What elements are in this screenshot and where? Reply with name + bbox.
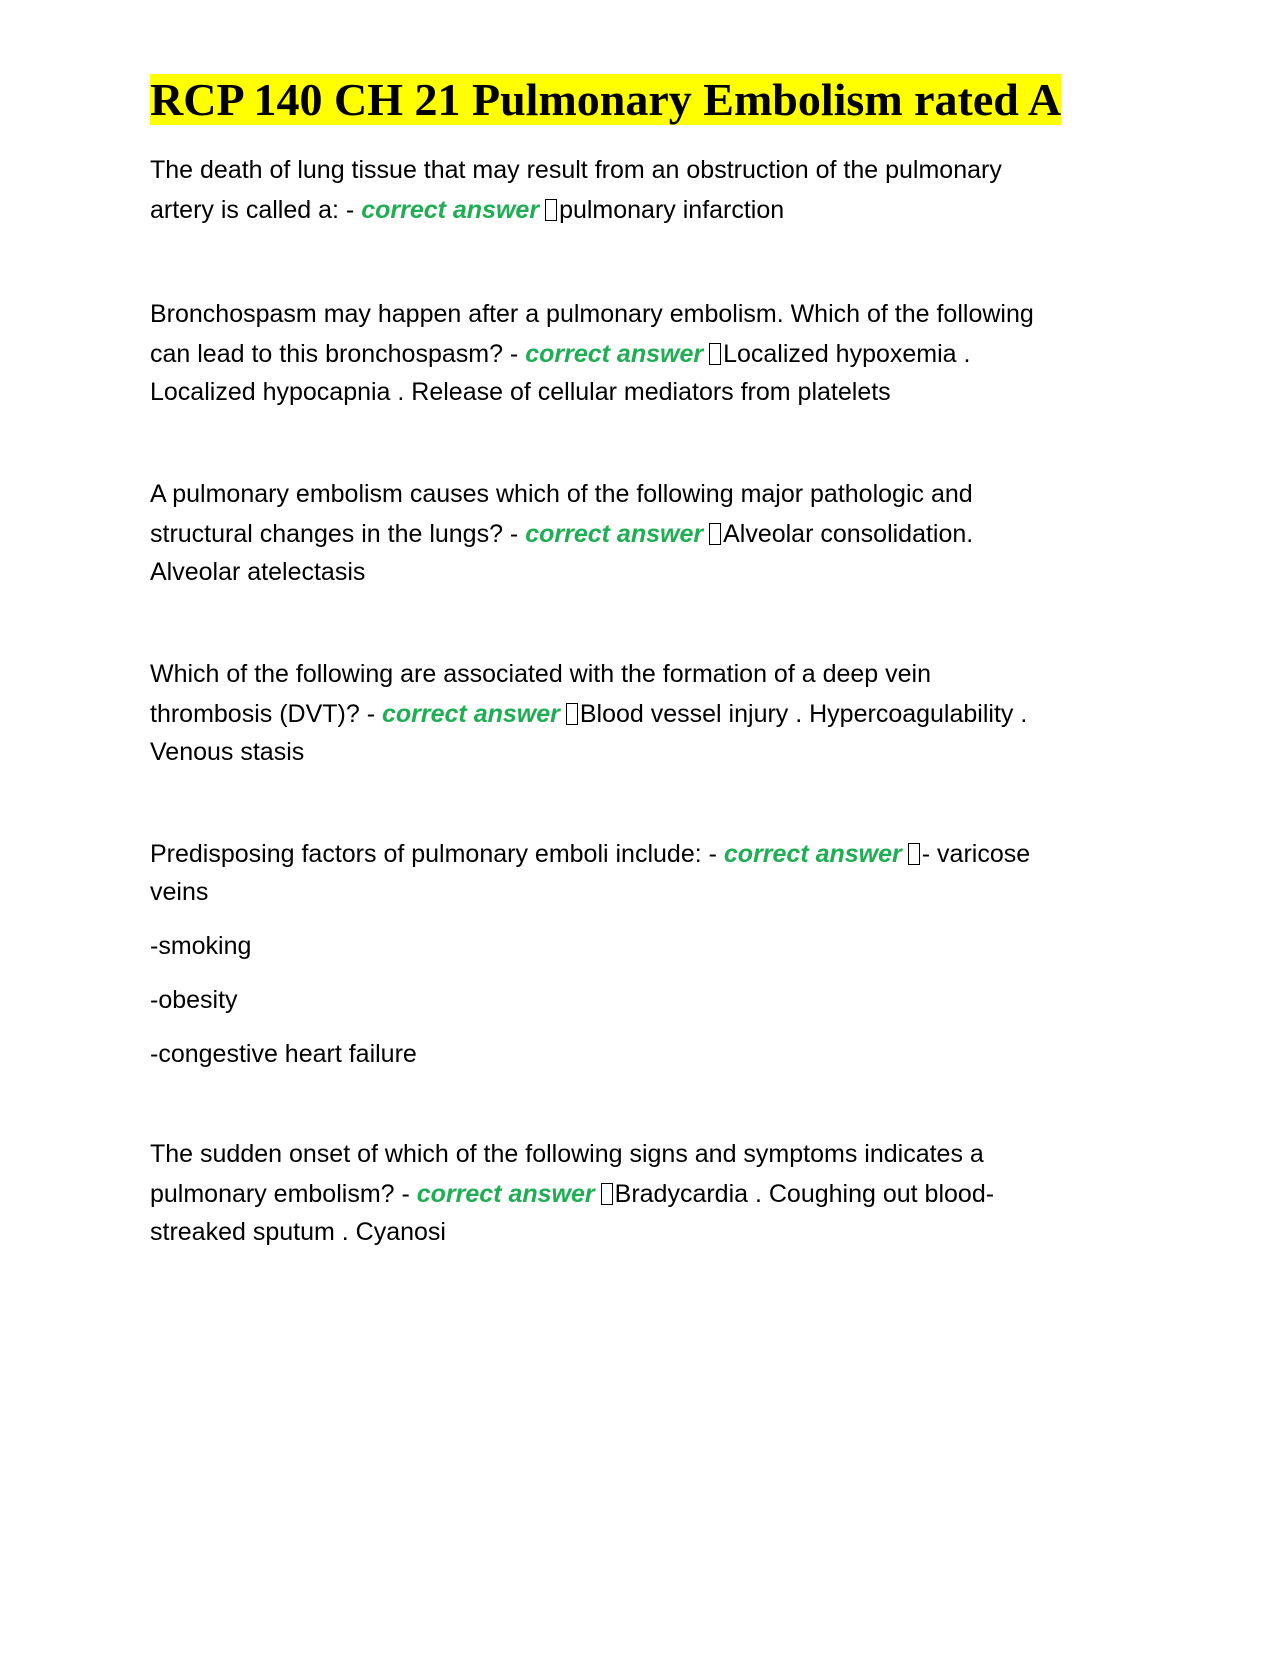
question-text: The sudden onset of which of the following signs and symptoms indicates a — [150, 1140, 984, 1168]
qa-item — [150, 474, 1110, 590]
question-text: can lead to this bronchospasm? - — [150, 340, 526, 368]
qa-item — [150, 654, 1110, 770]
missing-glyph-icon — [601, 1183, 613, 1205]
missing-glyph-icon — [908, 843, 920, 865]
question-text: A pulmonary embolism causes which of the following major pathologic and — [150, 480, 973, 508]
correct-answer-label: correct answer — [525, 340, 704, 368]
correct-answer-label: correct answer — [525, 520, 704, 548]
qa-item — [150, 150, 1110, 230]
list-item: -smoking — [150, 932, 252, 960]
missing-glyph-icon — [545, 199, 557, 221]
answer-continuation: streaked sputum . Cyanosi — [150, 1218, 446, 1246]
document-title — [150, 72, 1110, 128]
answer-text: Bradycardia . Coughing out blood- — [614, 1180, 995, 1208]
question-text: thrombosis (DVT)? - — [150, 700, 382, 728]
qa-item — [150, 1134, 1110, 1250]
question-text: structural changes in the lungs? - — [150, 520, 526, 548]
question-text: Which of the following are associated with the formation of a deep vein — [150, 660, 931, 688]
title-highlight: RCP 140 CH 21 Pulmonary Embolism rated A — [150, 74, 1062, 125]
answer-text: - varicose — [921, 840, 1031, 868]
answer-continuation: Alveolar atelectasis — [150, 558, 366, 586]
question-text: Predisposing factors of pulmonary emboli include: - — [150, 840, 724, 868]
list-item: -congestive heart failure — [150, 1040, 417, 1068]
missing-glyph-icon — [709, 343, 721, 365]
answer-text: Alveolar consolidation. — [723, 520, 974, 548]
answer-text: Blood vessel injury . Hypercoagulability . — [579, 700, 1028, 728]
question-text: Bronchospasm may happen after a pulmonary embolism. Which of the following — [150, 300, 1034, 328]
document-page — [150, 72, 1110, 1314]
question-text: artery is called a: - — [150, 196, 362, 224]
answer-continuation: Localized hypocapnia . Release of cellular mediators from platelets — [150, 378, 891, 406]
correct-answer-label: correct answer — [361, 196, 540, 224]
answer-text: pulmonary infarction — [559, 196, 785, 224]
correct-answer-label: correct answer — [381, 700, 560, 728]
answer-continuation: veins — [150, 878, 209, 906]
missing-glyph-icon — [566, 703, 578, 725]
question-text: pulmonary embolism? - — [150, 1180, 417, 1208]
question-text: The death of lung tissue that may result from an obstruction of the pulmonary — [150, 156, 1002, 184]
correct-answer-label: correct answer — [416, 1180, 595, 1208]
list-item: -obesity — [150, 986, 238, 1014]
answer-continuation: Venous stasis — [150, 738, 305, 766]
qa-item — [150, 294, 1110, 410]
answer-text: Localized hypoxemia . — [723, 340, 971, 368]
qa-item — [150, 834, 1110, 1072]
correct-answer-label: correct answer — [723, 840, 902, 868]
missing-glyph-icon — [709, 523, 721, 545]
